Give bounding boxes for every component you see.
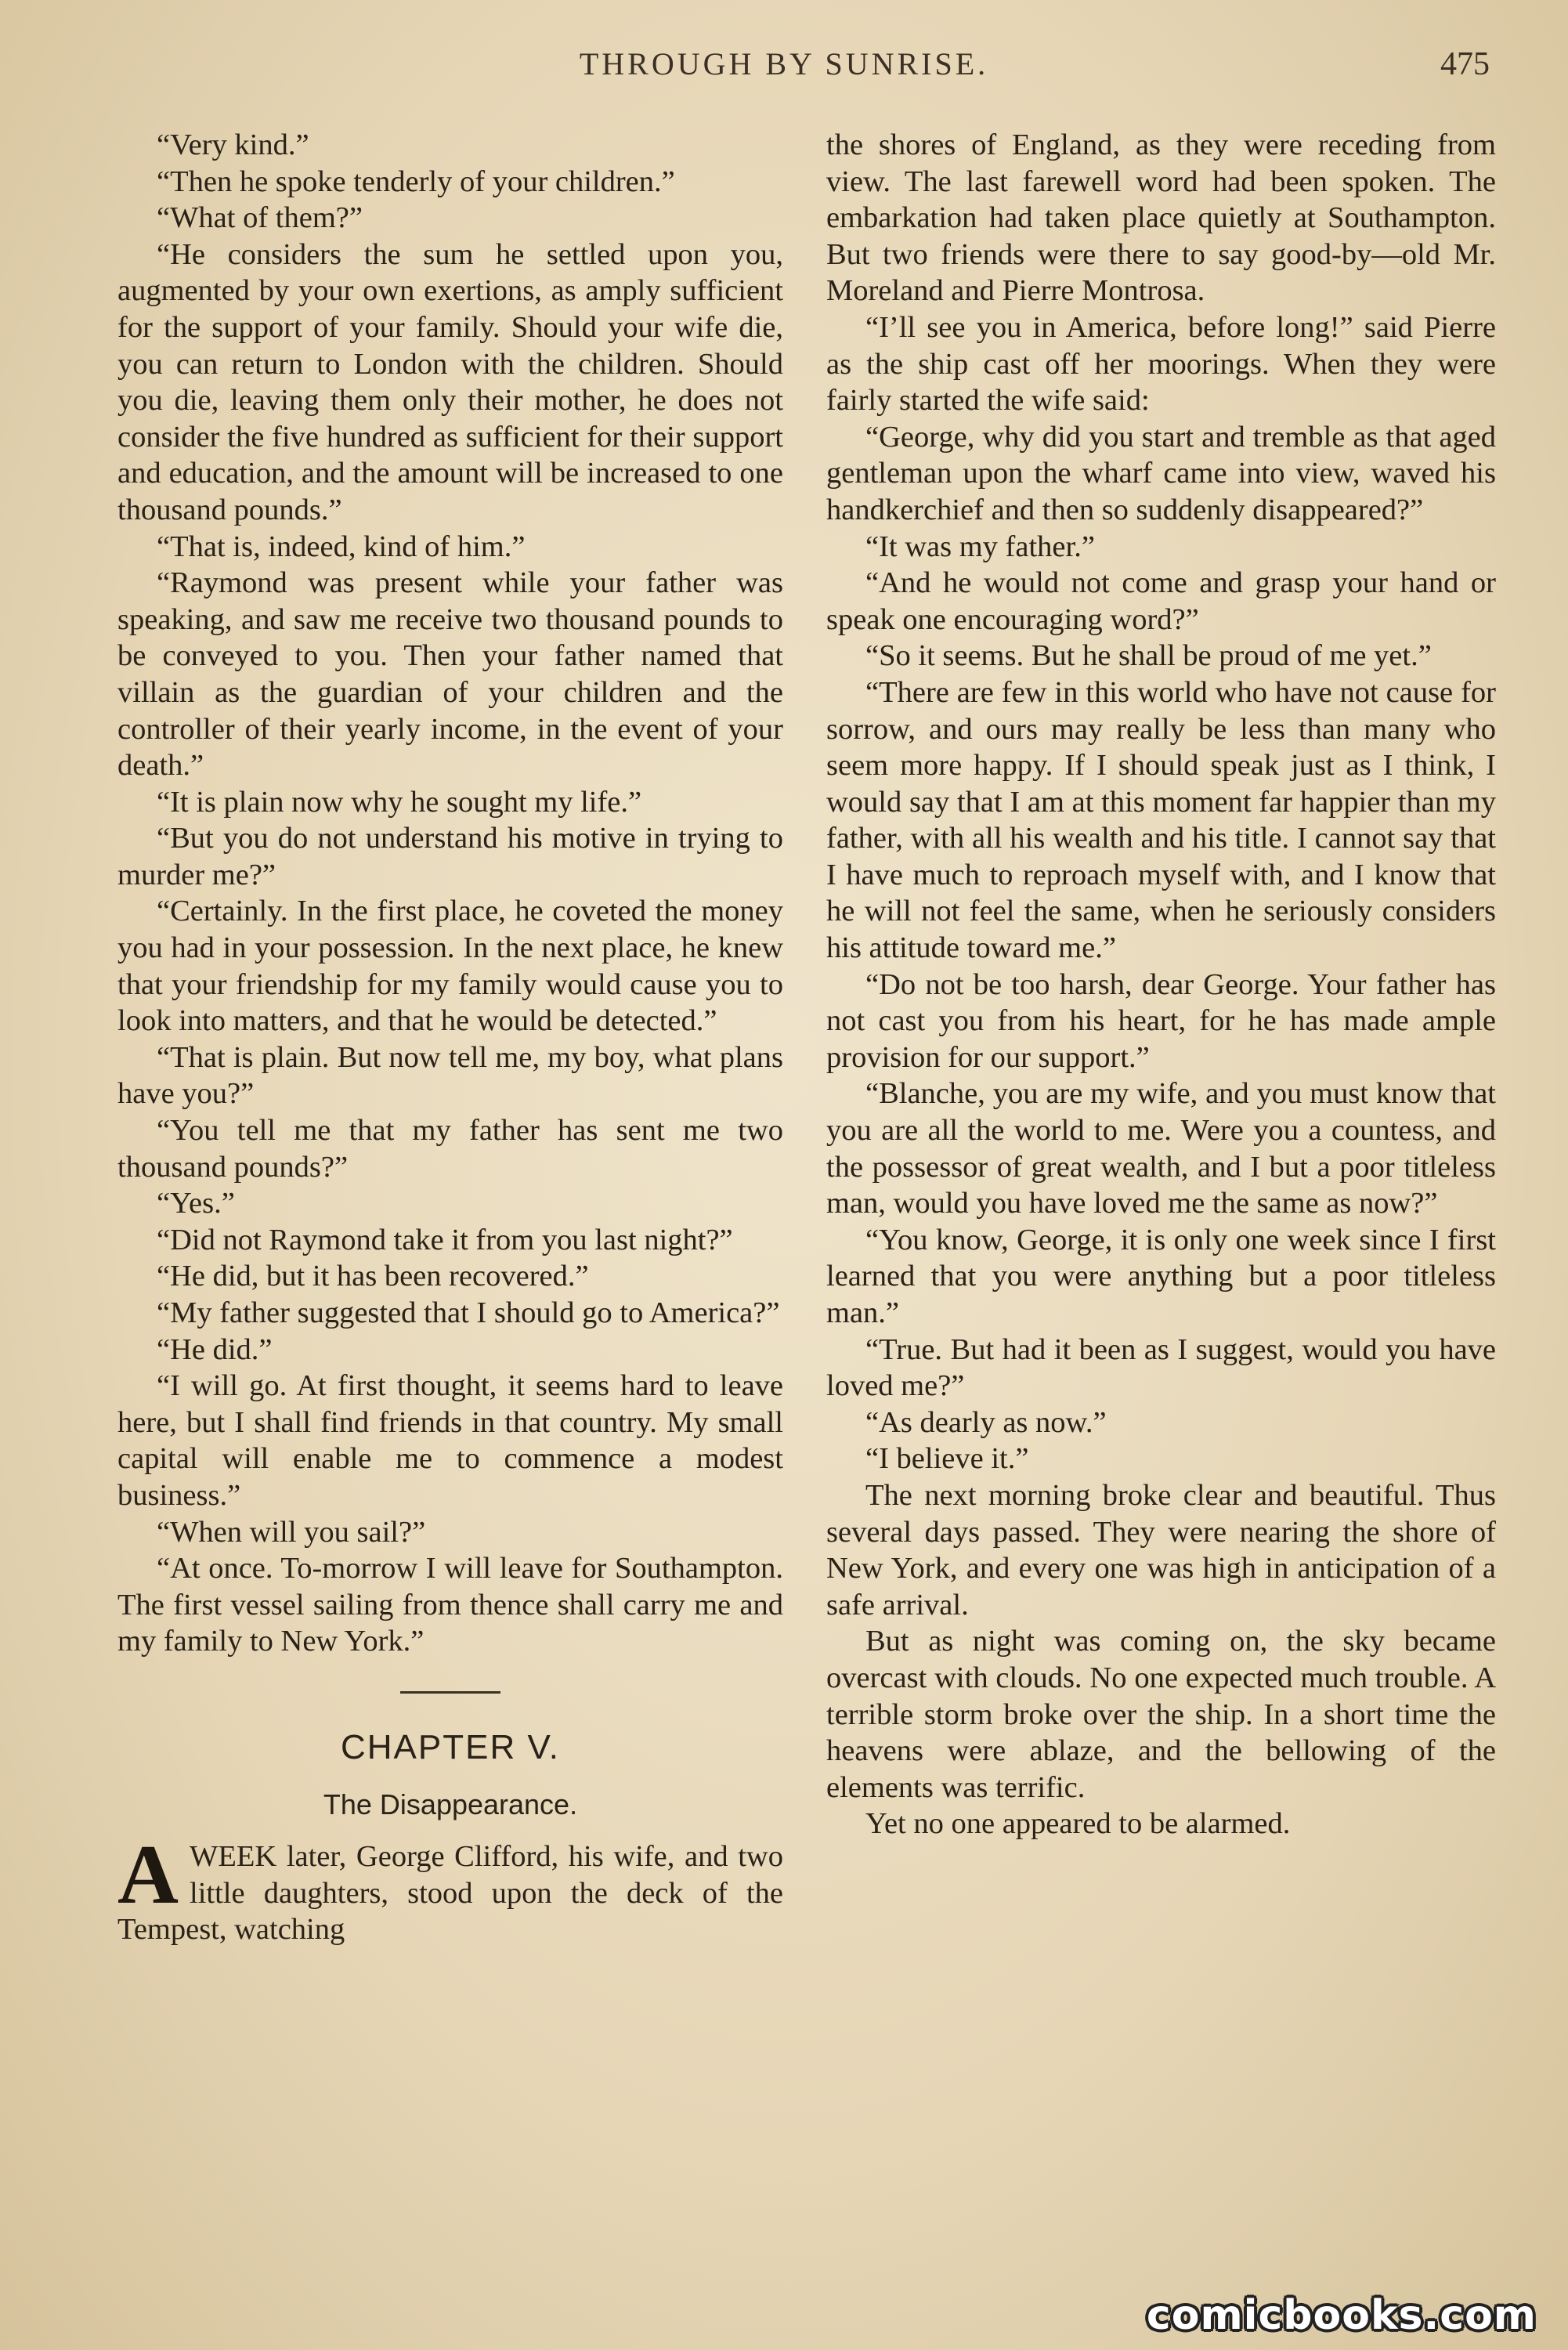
paragraph: “That is, indeed, kind of him.”: [157, 530, 526, 563]
right-column: [826, 127, 1496, 1842]
paragraph: “It was my father.”: [865, 530, 1095, 563]
chapter-opening-paragraph: [117, 1828, 783, 1948]
drop-cap: A: [117, 1828, 179, 1922]
paragraph: “He considers the sum he settled upon you, augmented by your own exertions, as amply sufficient for the support of your family. Should your wife die, you can return to London with the children. Should you die, leaving them only their mother, he does not consider the five hundred as sufficient for their support and education, and the amount will be increased to one thousand pounds.”: [117, 237, 783, 526]
paragraph: “True. But had it been as I suggest, would you have loved me?”: [826, 1332, 1496, 1403]
paragraph: “When will you sail?”: [157, 1515, 426, 1549]
paragraph: The next morning broke clear and beautiful. Thus several days passed. They were nearing the shore of New York, and every one was high in anticipation of a safe arrival.: [826, 1478, 1496, 1622]
running-title: THROUGH BY SUNRISE.: [579, 46, 989, 81]
paragraph: “Certainly. In the first place, he coveted the money you had in your possession. In the next place, he knew that your friendship for my family would cause you to look into matters, and that he would be detected.”: [117, 895, 783, 1038]
paragraph: “That is plain. But now tell me, my boy, what plans have you?”: [117, 1040, 783, 1111]
paragraph: “There are few in this world who have not cause for sorrow, and ours may really be less than many who seem more happy. If I should speak just as I think, I would say that I am at this moment far happier than my father, with all his wealth and his title. I cannot say that I have much to reproach myself with, and I know that he will not feel the same, when he seriously considers his attitude toward me.”: [826, 675, 1496, 965]
paragraph: “Very kind.”: [157, 128, 309, 161]
paragraph: Yet no one appeared to be alarmed.: [865, 1807, 1291, 1841]
paragraph: “Then he spoke tenderly of your children.”: [157, 164, 675, 198]
paragraph: “Blanche, you are my wife, and you must know that you are all the world to me. Were you a countess, and the possessor of great wealth, and I but a poor titleless man, would you have loved me the same as now?”: [826, 1077, 1496, 1220]
paragraph-continued: the shores of England, as they were receding from view. The last farewell word had been spoken. The embarkation had taken place quietly at Southampton. But two friends were there to say good-by—old Mr. Moreland and Pierre Montrosa.: [826, 128, 1496, 308]
paragraph: “So it seems. But he shall be proud of me yet.”: [865, 639, 1432, 673]
paragraph: “It is plain now why he sought my life.”: [157, 785, 642, 819]
paragraph: “Raymond was present while your father was speaking, and saw me receive two thousand pounds to be conveyed to you. Then your father named that villain as the guardian of your children and the controller of their yearly income, in the event of your death.”: [117, 566, 783, 783]
paragraph: But as night was coming on, the sky became overcast with clouds. No one expected much trouble. A terrible storm broke over the ship. In a short time the heavens were ablaze, and the bellowing of the elements was terrific.: [826, 1625, 1496, 1804]
paragraph: “You tell me that my father has sent me two thousand pounds?”: [117, 1114, 783, 1184]
paragraph: “Do not be too harsh, dear George. Your father has not cast you from his heart, for he has made ample provision for our support.”: [826, 967, 1496, 1074]
paragraph: “He did.”: [157, 1332, 273, 1366]
paragraph: “You know, George, it is only one week since I first learned that you were anything but a poor titleless man.”: [826, 1223, 1496, 1329]
chapter-heading: CHAPTER V.: [340, 1727, 560, 1766]
paragraph: “I believe it.”: [865, 1442, 1029, 1476]
paragraph: “But you do not understand his motive in trying to murder me?”: [117, 822, 783, 891]
paragraph: “I’ll see you in America, before long!” said Pierre as the ship cast off her moorings. When they were fairly started the wife said:: [826, 310, 1496, 418]
paragraph: “At once. To-morrow I will leave for Southampton. The first vessel sailing from thence shall carry me and my family to New York.”: [117, 1552, 783, 1658]
page-header: [0, 45, 1568, 92]
opening-text: WEEK later, George Clifford, his wife, and two little daughters, stood upon the deck of the Tempest, watching: [117, 1840, 783, 1947]
paragraph: “George, why did you start and tremble as that aged gentleman upon the wharf came into view, waved his handkerchief and then so suddenly disappeared?”: [826, 420, 1496, 526]
left-column: [117, 127, 783, 1948]
paragraph: “Did not Raymond take it from you last night?”: [157, 1223, 733, 1256]
paragraph: “Yes.”: [157, 1187, 235, 1220]
paragraph: “I will go. At first thought, it seems hard to leave here, but I shall find friends in that country. My small capital will enable me to commence a modest business.”: [117, 1369, 783, 1512]
paragraph: “What of them?”: [157, 201, 363, 235]
paragraph: “My father suggested that I should go to America?”: [157, 1296, 780, 1329]
site-watermark: comicbooks.com: [1146, 2292, 1537, 2339]
chapter-title: The Disappearance.: [323, 1788, 578, 1820]
paragraph: “And he would not come and grasp your hand or speak one encouraging word?”: [826, 566, 1496, 636]
section-divider: [400, 1691, 500, 1694]
paragraph: “As dearly as now.”: [865, 1405, 1107, 1439]
paragraph: “He did, but it has been recovered.”: [157, 1260, 589, 1293]
page-number: 475: [1440, 46, 1490, 82]
